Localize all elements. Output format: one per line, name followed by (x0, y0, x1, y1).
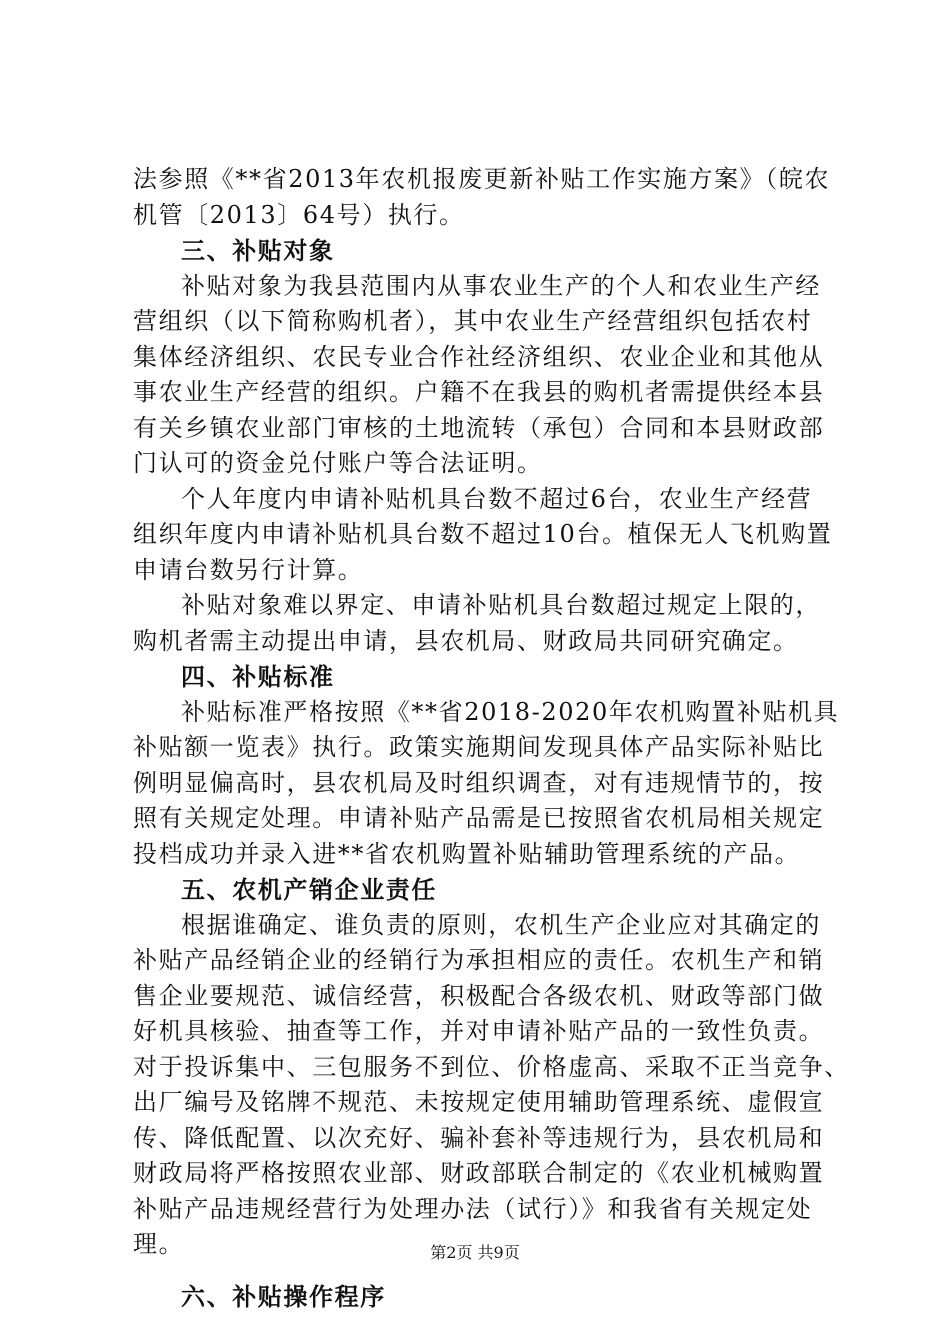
paragraph-start: 补贴标准严格按照《**省2018-2020年农机购置补贴机具 (181, 697, 840, 726)
text-line: 补贴产品违规经营行为处理办法（试行）》和我省有关规定处 (133, 1194, 813, 1223)
section-heading: 六、补贴操作程序 (181, 1281, 386, 1311)
text-line: 法参照《**省2013年农机报废更新补贴工作实施方案》（皖农 (133, 165, 831, 193)
text-line: 申请台数另行计算。 (133, 555, 364, 584)
paragraph-start: 根据谁确定、谁负责的原则，农机生产企业应对其确定的 (181, 910, 821, 939)
text-line: 例明显偏高时，县农机局及时组织调查，对有违规情节的，按 (133, 768, 825, 797)
paragraph-start: 补贴对象为我县范围内从事农业生产的个人和农业生产经 (181, 271, 821, 300)
text-line: 补贴额一览表》执行。政策实施期间发现具体产品实际补贴比 (133, 733, 825, 761)
text-line: 对于投诉集中、三包服务不到位、价格虚高、采取不正当竞争、 (133, 1052, 850, 1081)
section-heading: 四、补贴标准 (181, 662, 335, 691)
text-line: 理。 (133, 1230, 185, 1258)
text-line: 集体经济组织、农民专业合作社经济组织、农业企业和其他从 (133, 342, 825, 371)
text-line: 事农业生产经营的组织。户籍不在我县的购机者需提供经本县 (133, 378, 825, 406)
text-line: 机管〔2013〕64号）执行。 (133, 200, 465, 229)
text-line: 门认可的资金兑付账户等合法证明。 (133, 449, 543, 477)
text-line: 有关乡镇农业部门审核的土地流转（承包）合同和本县财政部 (133, 413, 825, 442)
text-line: 购机者需主动提出申请，县农机局、财政局共同研究确定。 (133, 626, 799, 655)
text-line: 投档成功并录入进**省农机购置补贴辅助管理系统的产品。 (133, 839, 801, 868)
page-number-footer: 第2页 共9页 (430, 1243, 520, 1262)
document-body (133, 162, 850, 1314)
text-line: 照有关规定处理。申请补贴产品需是已按照省农机局相关规定 (133, 804, 825, 832)
paragraph-start: 补贴对象难以界定、申请补贴机具台数超过规定上限的， (181, 591, 821, 619)
text-line: 传、降低配置、以次充好、骗补套补等违规行为，县农机局和 (133, 1123, 825, 1152)
text-line: 财政局将严格按照农业部、财政部联合制定的《农业机械购置 (133, 1159, 825, 1187)
text-line: 组织年度内申请补贴机具台数不超过10台。植保无人飞机购置 (133, 520, 833, 548)
text-line: 售企业要规范、诚信经营，积极配合各级农机、财政等部门做 (133, 981, 825, 1010)
text-line: 好机具核验、抽查等工作，并对申请补贴产品的一致性负责。 (133, 1017, 825, 1045)
section-heading: 三、补贴对象 (181, 236, 335, 265)
text-line: 出厂编号及铭牌不规范、未按规定使用辅助管理系统、虚假宣 (133, 1088, 825, 1116)
paragraph-start: 个人年度内申请补贴机具台数不超过6台，农业生产经营 (181, 484, 813, 513)
text-line: 补贴产品经销企业的经销行为承担相应的责任。农机生产和销 (133, 946, 825, 974)
text-line: 营组织（以下简称购机者），其中农业生产经营组织包括农村 (133, 307, 813, 335)
section-heading: 五、农机产销企业责任 (181, 875, 437, 904)
